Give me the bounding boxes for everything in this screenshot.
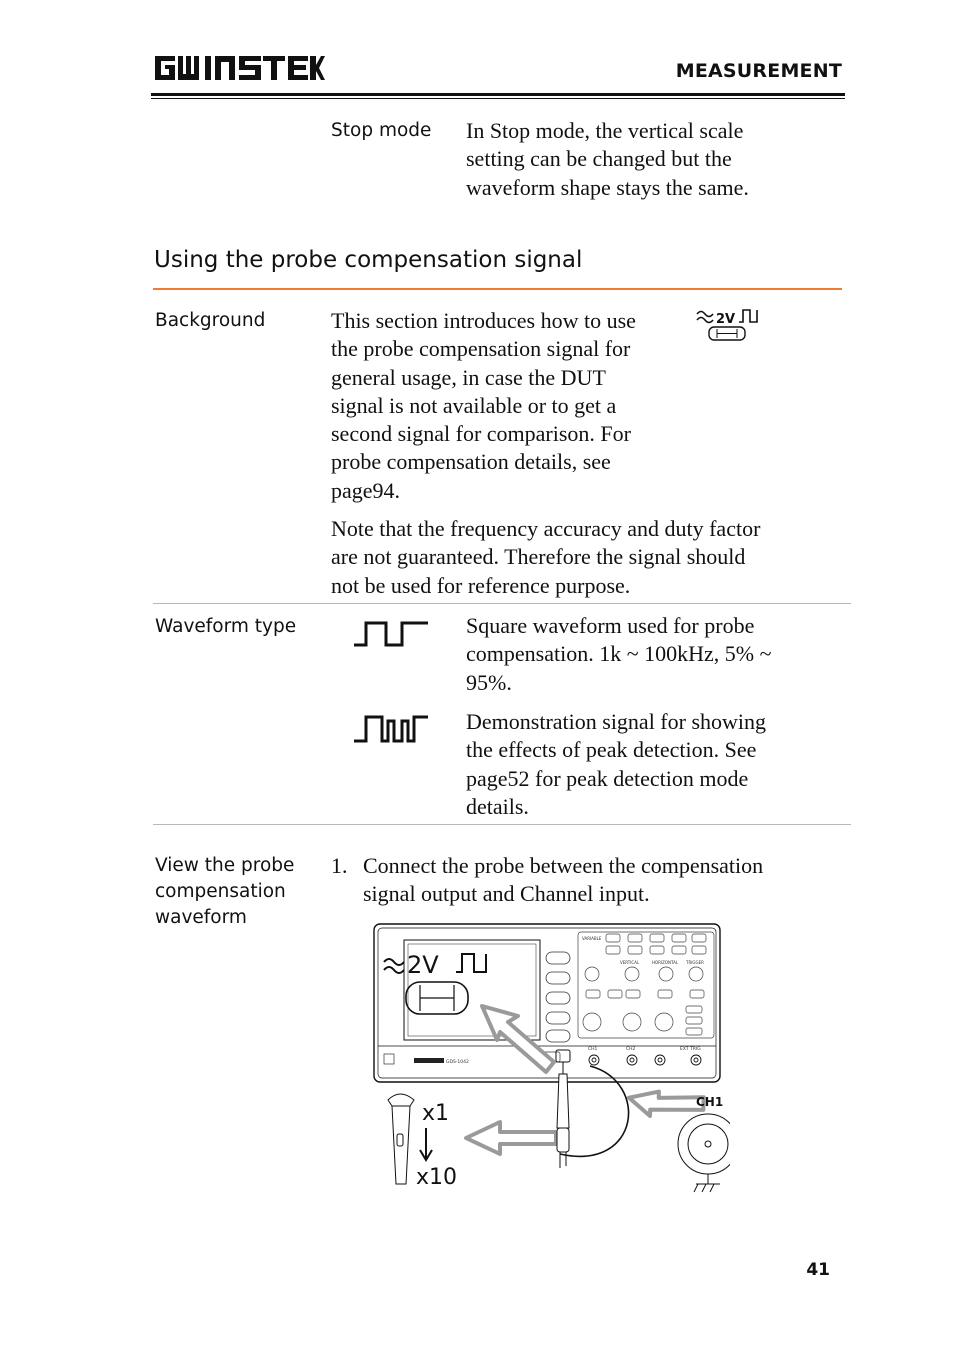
background-label: Background — [155, 310, 266, 331]
view-probe-label: View the probe compensation waveform — [155, 855, 295, 928]
stop-mode-label: Stop mode — [331, 120, 432, 141]
arrow-to-switch — [466, 1122, 556, 1154]
svg-text:GDS-1042: GDS-1042 — [446, 1060, 469, 1065]
x10-label: x10 — [416, 1165, 458, 1190]
header-rule-thin — [151, 98, 845, 99]
svg-text:GW INSTEK: GW INSTEK — [153, 54, 159, 55]
diagram-2v-text: 2V — [407, 951, 439, 979]
svg-text:2V: 2V — [716, 312, 736, 327]
background-paragraph-2: Note that the frequency accuracy and duty factor are not guaranteed. Therefore the signal should not be used for reference purpose. — [331, 516, 761, 598]
probe-x1-x10 — [388, 1094, 414, 1184]
section-title: MEASUREMENT — [675, 60, 842, 82]
step-number: 1. — [331, 853, 348, 878]
square-wave-icon — [352, 619, 430, 649]
waveform-type-label: Waveform type — [155, 616, 297, 637]
demo-wave-description: Demonstration signal for showing the effects of peak detection. See page52 for peak detection mode details. — [466, 709, 767, 819]
square-wave-description: Square waveform used for probe compensation. 1k ~ 100kHz, 5% ~ 95%. — [466, 613, 772, 695]
ch1-bnc-connector — [678, 1114, 730, 1192]
row-separator — [153, 603, 851, 604]
2v-terminal-icon — [695, 306, 761, 344]
stop-mode-text: In Stop mode, the vertical scale setting can be changed but the waveform shape stays the same. — [466, 118, 749, 200]
svg-text:TRIGGER: TRIGGER — [686, 960, 704, 965]
page-number: 41 — [806, 1260, 830, 1280]
ch1-label: CH1 — [696, 1095, 724, 1109]
svg-text:CH1: CH1 — [588, 1047, 598, 1052]
heading-rule — [153, 288, 842, 290]
x1-label: x1 — [422, 1101, 450, 1126]
demo-pulse-wave-icon — [352, 713, 430, 745]
svg-text:VARIABLE: VARIABLE — [582, 936, 602, 941]
gw-instek-logo — [153, 54, 325, 82]
row-separator — [153, 824, 851, 825]
svg-text:CH2: CH2 — [626, 1047, 636, 1052]
x1-x10-arrow — [420, 1128, 432, 1160]
svg-text:VERTICAL: VERTICAL — [620, 960, 640, 965]
svg-text:HORIZONTAL: HORIZONTAL — [652, 960, 679, 965]
background-paragraph-1: This section introduces how to use the probe compensation signal for general usage, in case the DUT signal is not available or to get a second signal for comparison. For probe compensation details, see page94. — [331, 308, 636, 503]
oscilloscope-probe-diagram — [370, 922, 730, 1197]
step-text: Connect the probe between the compensation signal output and Channel input. — [363, 853, 764, 907]
header-rule — [151, 93, 845, 96]
section-heading: Using the probe compensation signal — [154, 247, 583, 273]
svg-text:EXT TRIG: EXT TRIG — [680, 1047, 701, 1052]
